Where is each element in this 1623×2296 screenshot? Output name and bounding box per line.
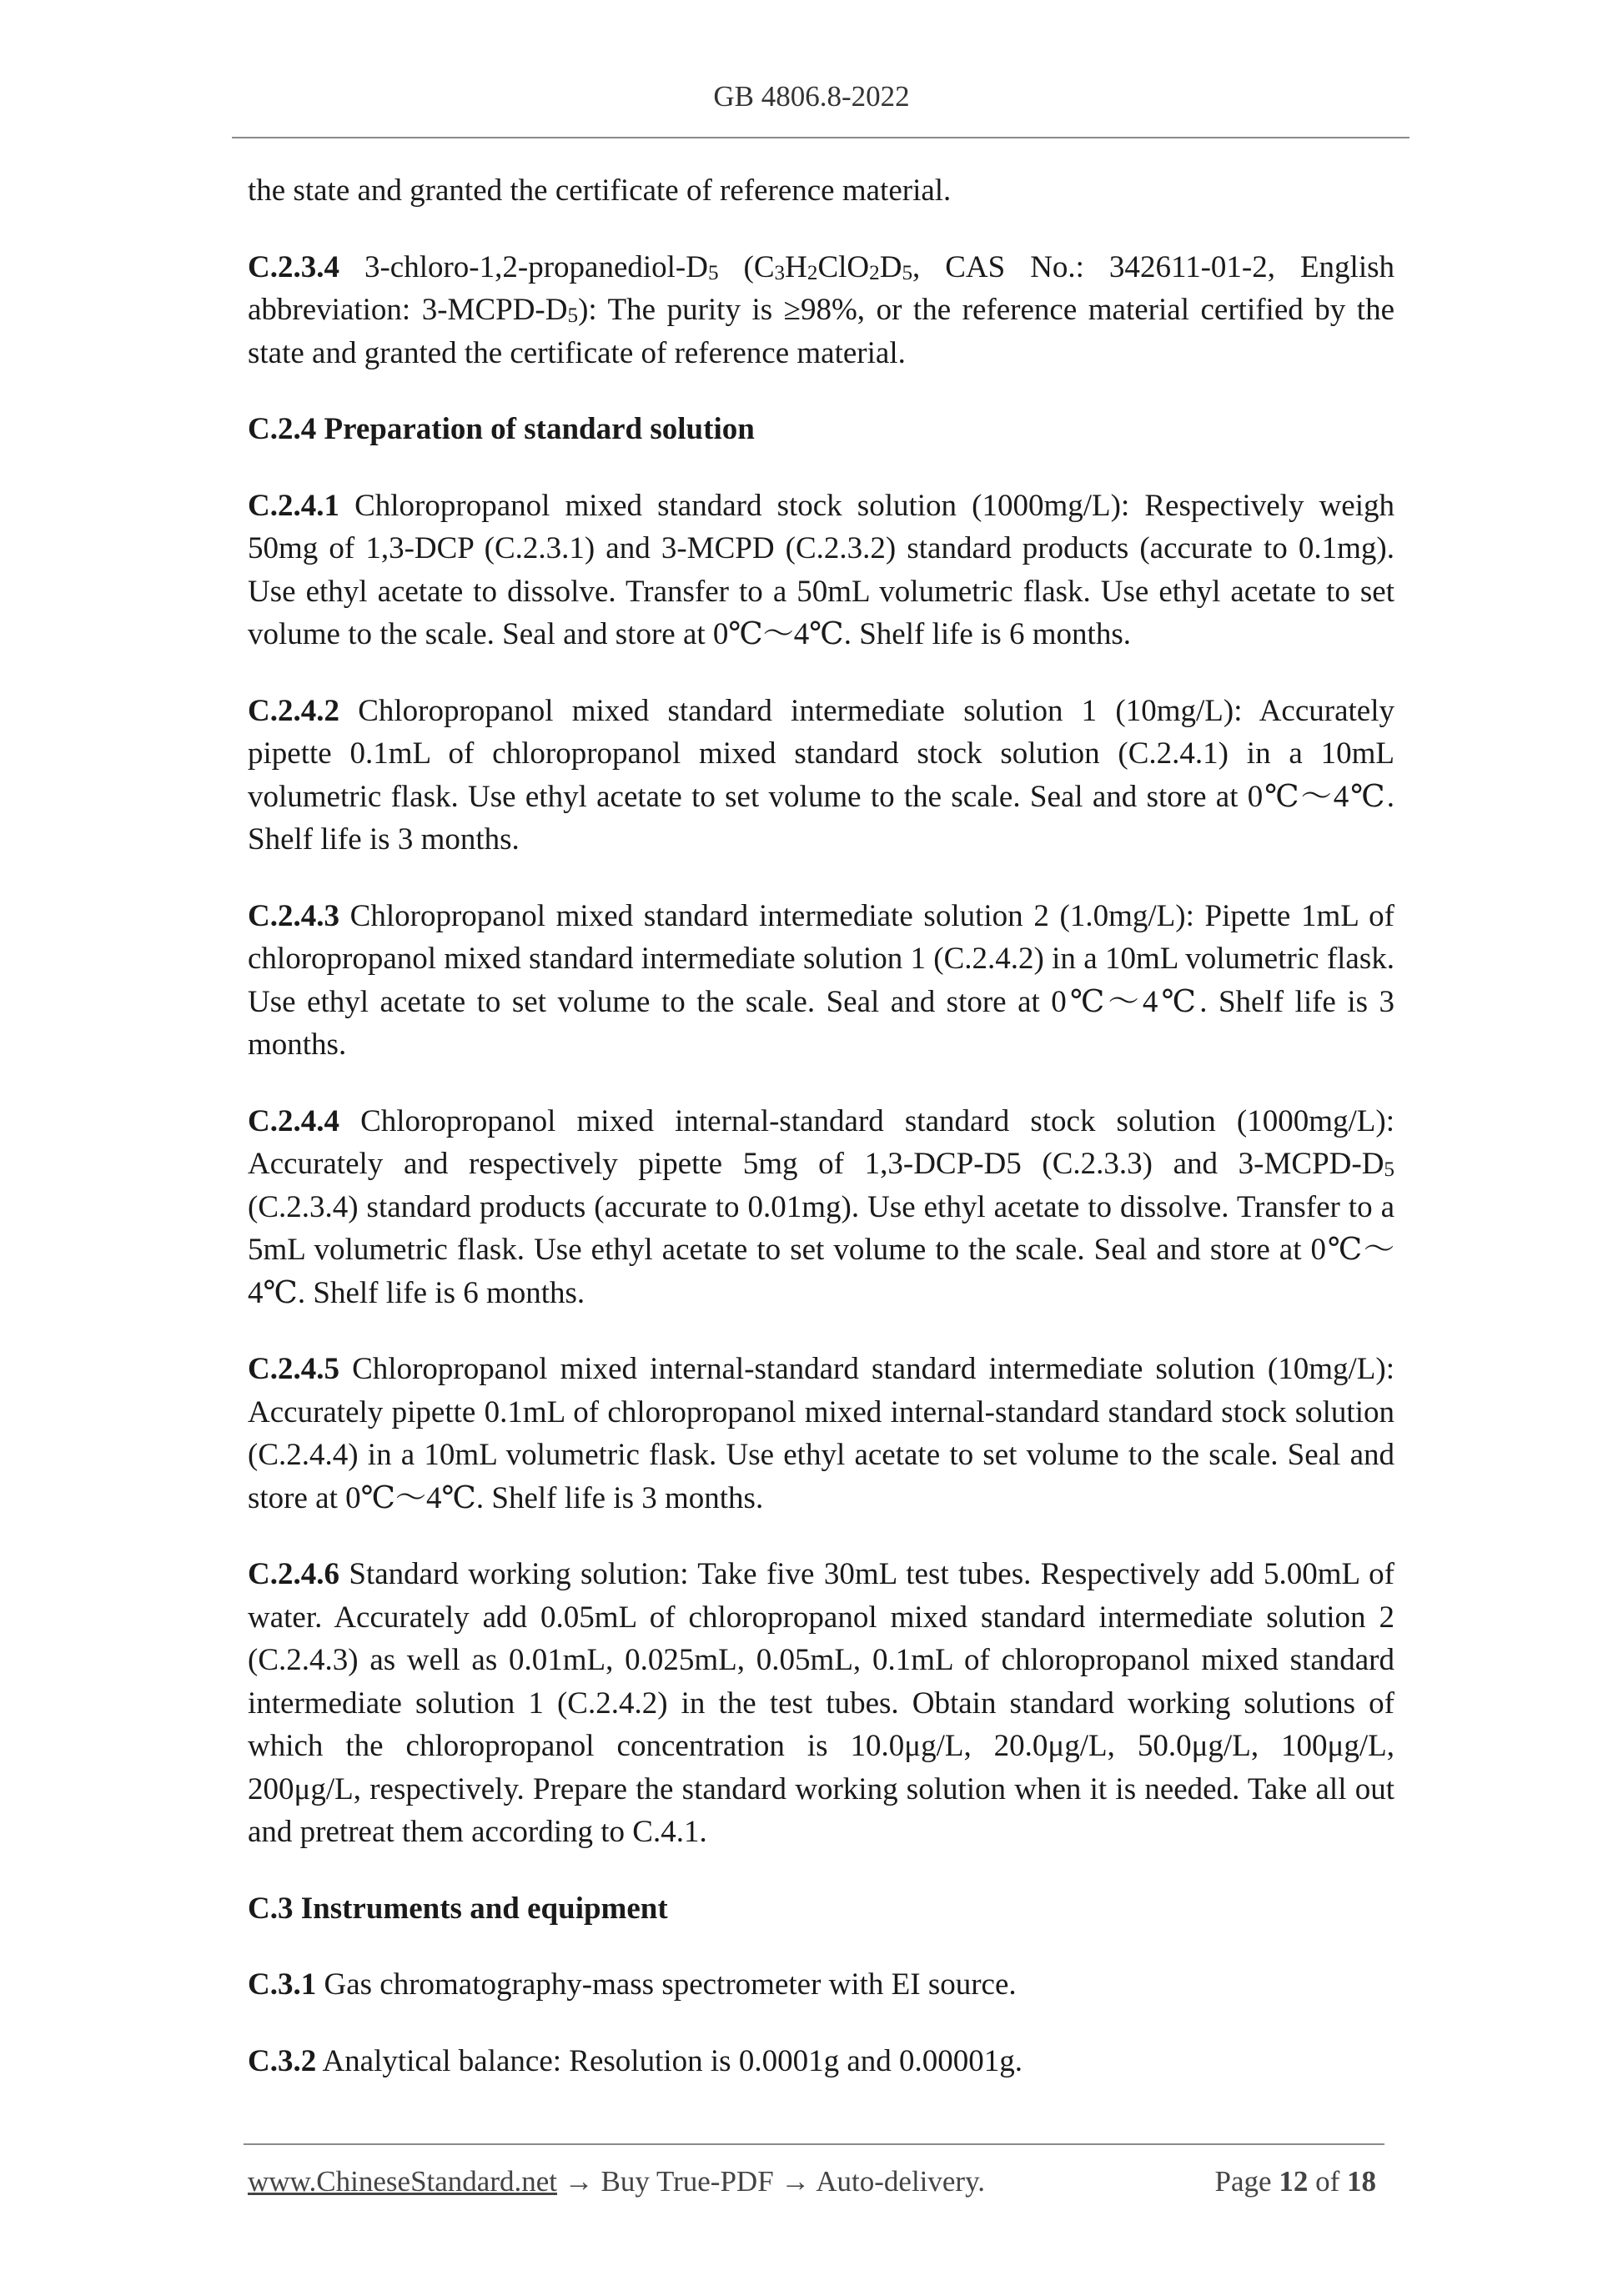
paragraph-continuation: the state and granted the certificate of reference material. bbox=[248, 173, 952, 208]
section-heading-c-3: C.3 Instruments and equipment bbox=[248, 1891, 668, 1926]
section-heading-c-2-4: C.2.4 Preparation of standard solution bbox=[248, 412, 755, 446]
header-divider bbox=[232, 137, 1409, 138]
current-page-number: 12 bbox=[1279, 2165, 1309, 2198]
clause-c-2-4-3: C.2.4.3 Chloropropanol mixed standard intermediate solution 2 (1.0mg/L): Pipette 1mL of chloropropanol mixed standard intermediate solution 1 (C.2.4.2) in a 10mL volumetric flask. Use ethyl acetate to set volume to the scale. Seal and store at 0℃～4℃. Shelf life is 3 months. bbox=[248, 898, 1394, 1062]
clause-number: C.2.3.4 bbox=[248, 249, 339, 284]
clause-number: C.2.4.3 bbox=[248, 898, 339, 933]
document-header-title: GB 4806.8-2022 bbox=[713, 80, 910, 113]
total-page-count: 18 bbox=[1347, 2165, 1376, 2198]
auto-delivery-text: Auto-delivery. bbox=[816, 2165, 986, 2198]
clause-c-2-4-5: C.2.4.5 Chloropropanol mixed internal-standard standard intermediate solution (10mg/L): Accurately pipette 0.1mL of chloropropanol mixed internal-standard standard stock solution (C.2.4.4) in a 10mL volumetric flask. Use ethyl acetate to set volume to the scale. Seal and store at 0℃～4℃. Shelf life is 3 months. bbox=[248, 1352, 1394, 1515]
clause-number: C.3.1 bbox=[248, 1967, 317, 2002]
clause-c-3-2: C.3.2 Analytical balance: Resolution is 0.0001g and 0.00001g. bbox=[248, 2043, 1023, 2078]
clause-number: C.3.2 bbox=[248, 2043, 317, 2078]
clause-c-2-4-1: C.2.4.1 Chloropropanol mixed standard stock solution (1000mg/L): Respectively weigh 50mg of 1,3-DCP (C.2.3.1) and 3-MCPD (C.2.3.2) standard products (accurate to 0.1mg). Use ethyl acetate to dissolve. Transfer to a 50mL volumetric flask. Use ethyl acetate to set volume to the scale. Seal and store at 0℃～4℃. Shelf life is 6 months. bbox=[248, 488, 1394, 651]
clause-c-2-3-4: C.2.3.4 $3-chloro-1,2-propanediol-D_5$ ($C_3H_2ClO_2D_5$, CAS No.: 342611-01-2, English abbreviation: $3-MCPD-D_5$): The purity is ≥98%, or the reference material certified by the state and granted the certificate of reference material. bbox=[248, 249, 1395, 370]
clause-c-2-4-4: C.2.4.4 Chloropropanol mixed internal-standard standard stock solution (1000mg/L): Accurately and respectively pipette 5mg of 1,3-DCP-D5 (C.2.3.3) and $3-MCPD-D_5$ (C.2.3.4) standard products (accurate to 0.01mg). Use ethyl acetate to dissolve. Transfer to a 5mL volumetric flask. Use ethyl acetate to set volume to the scale. Seal and store at 0℃～4℃. Shelf life is 6 months. bbox=[248, 1103, 1394, 1310]
arrow-right-icon: → bbox=[557, 2165, 601, 2198]
clause-number: C.2.4.6 bbox=[248, 1557, 339, 1591]
page-body bbox=[248, 169, 1394, 2116]
footer-divider bbox=[244, 2143, 1384, 2145]
buy-true-pdf-text: Buy True-PDF bbox=[600, 2165, 774, 2198]
clause-c-3-1: C.3.1 Gas chromatography-mass spectrometer with EI source. bbox=[248, 1967, 1017, 2002]
clause-number: C.2.4.1 bbox=[248, 488, 339, 523]
page-indicator: Page 12 of 18 bbox=[1214, 2165, 1376, 2198]
clause-number: C.2.4.4 bbox=[248, 1103, 339, 1138]
clause-number: C.2.4.2 bbox=[248, 693, 339, 728]
clause-c-2-4-6: C.2.4.6 Standard working solution: Take five 30mL test tubes. Respectively add 5.00mL of water. Accurately add 0.05mL of chloropropanol mixed standard intermediate solution 2 (C.2.4.3) as well as 0.01mL, 0.025mL, 0.05mL, 0.1mL of chloropropanol mixed standard intermediate solution 1 (C.2.4.2) in the test tubes. Obtain standard working solutions of which the chloropropanol concentration is 10.0μg/L, 20.0μg/L, 50.0μg/L, 100μg/L, 200μg/L, respectively. Prepare the standard working solution when it is needed. Take all out and pretreat them according to C.4.1. bbox=[248, 1557, 1394, 1849]
arrow-right-icon: → bbox=[773, 2165, 817, 2198]
clause-c-2-4-2: C.2.4.2 Chloropropanol mixed standard intermediate solution 1 (10mg/L): Accurately pipette 0.1mL of chloropropanol mixed standard stock solution (C.2.4.1) in a 10mL volumetric flask. Use ethyl acetate to set volume to the scale. Seal and store at 0℃～4℃. Shelf life is 3 months. bbox=[248, 693, 1394, 857]
website-link[interactable]: www.ChineseStandard.net bbox=[248, 2165, 557, 2198]
footer-promo bbox=[248, 2165, 985, 2198]
clause-number: C.2.4.5 bbox=[248, 1352, 339, 1386]
